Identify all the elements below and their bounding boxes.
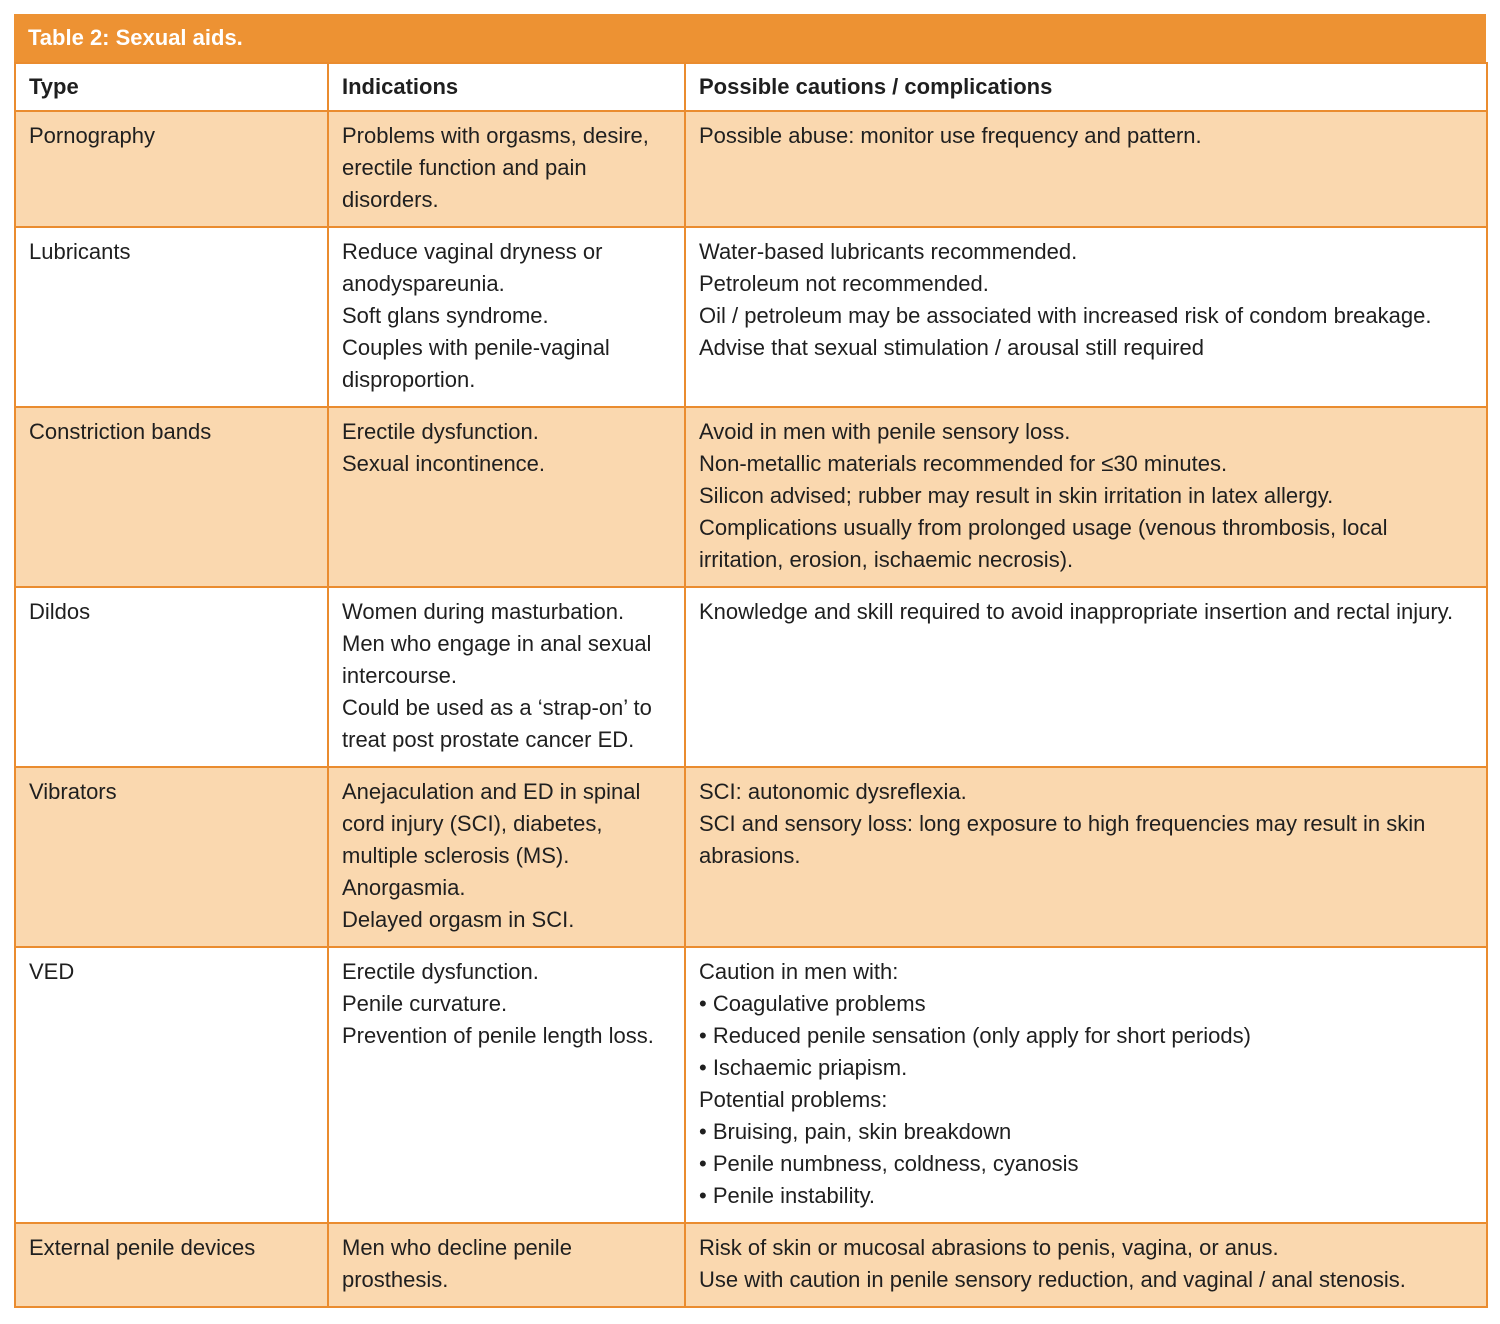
- cell-text: Could be used as a ‘strap-on’ to treat post prostate cancer ED.: [342, 695, 652, 752]
- cell-cautions: [685, 227, 1487, 407]
- cell-text: • Penile numbness, coldness, cyanosis: [699, 1151, 1079, 1176]
- cell-text: Complications usually from prolonged usage (venous thrombosis, local irritation, erosion, ischaemic necrosis).: [699, 515, 1388, 572]
- cell-text: • Reduced penile sensation (only apply for short periods): [699, 1023, 1251, 1048]
- cell-text: Prevention of penile length loss.: [342, 1023, 654, 1048]
- cell-cautions: [685, 1223, 1487, 1307]
- table-row: [15, 227, 1487, 407]
- cell-type: [15, 1223, 328, 1307]
- cell-text: • Penile instability.: [699, 1183, 876, 1208]
- cell-text: External penile devices: [29, 1235, 256, 1260]
- cell-text: Avoid in men with penile sensory loss.: [699, 419, 1071, 444]
- col-header-cautions: Possible cautions / complications: [685, 63, 1487, 111]
- cell-text: Advise that sexual stimulation / arousal still required: [699, 335, 1205, 360]
- cell-type: [15, 111, 328, 227]
- cell-text: • Bruising, pain, skin breakdown: [699, 1119, 1012, 1144]
- cell-text: Possible abuse: monitor use frequency and pattern.: [699, 123, 1202, 148]
- table-body: [15, 111, 1487, 1307]
- cell-text: Pornography: [29, 123, 155, 148]
- sexual-aids-table: [14, 14, 1486, 1308]
- cell-indications: [328, 111, 685, 227]
- cell-type: [15, 947, 328, 1223]
- cell-indications: [328, 1223, 685, 1307]
- cell-text: Sexual incontinence.: [342, 451, 546, 476]
- cell-text: Men who engage in anal sexual intercourse.: [342, 631, 652, 688]
- cell-indications: [328, 227, 685, 407]
- cell-text: Silicon advised; rubber may result in skin irritation in latex allergy.: [699, 483, 1334, 508]
- table-row: [15, 587, 1487, 767]
- cell-type: [15, 227, 328, 407]
- cell-indications: [328, 587, 685, 767]
- cell-text: Anorgasmia.: [342, 875, 466, 900]
- cell-text: Caution in men with:: [699, 959, 899, 984]
- cell-text: • Coagulative problems: [699, 991, 926, 1016]
- cell-text: Non-metallic materials recommended for ≤30 minutes.: [699, 451, 1228, 476]
- cell-text: Lubricants: [29, 239, 131, 264]
- cell-text: Couples with penile-vaginal disproportion.: [342, 335, 610, 392]
- cell-text: Women during masturbation.: [342, 599, 625, 624]
- cell-text: Potential problems:: [699, 1087, 888, 1112]
- cell-text: Anejaculation and ED in spinal cord injury (SCI), diabetes, multiple sclerosis (MS).: [342, 779, 641, 868]
- cell-cautions: [685, 587, 1487, 767]
- cell-text: Water-based lubricants recommended.: [699, 239, 1078, 264]
- cell-text: Knowledge and skill required to avoid inappropriate insertion and rectal injury.: [699, 599, 1454, 624]
- cell-text: Penile curvature.: [342, 991, 508, 1016]
- cell-text: Reduce vaginal dryness or anodyspareunia.: [342, 239, 603, 296]
- header-row: [15, 63, 1487, 111]
- table-row: [15, 1223, 1487, 1307]
- cell-text: SCI and sensory loss: long exposure to high frequencies may result in skin abrasions.: [699, 811, 1426, 868]
- cell-cautions: [685, 407, 1487, 587]
- col-header-type: Type: [15, 63, 328, 111]
- cell-type: [15, 587, 328, 767]
- cell-text: VED: [29, 959, 75, 984]
- cell-cautions: [685, 111, 1487, 227]
- cell-text: Soft glans syndrome.: [342, 303, 549, 328]
- cell-text: Dildos: [29, 599, 91, 624]
- cell-text: SCI: autonomic dysreflexia.: [699, 779, 967, 804]
- cell-text: Vibrators: [29, 779, 117, 804]
- table-row: [15, 407, 1487, 587]
- table-grid: [14, 62, 1488, 1308]
- cell-text: Risk of skin or mucosal abrasions to penis, vagina, or anus.: [699, 1235, 1279, 1260]
- cell-text: Petroleum not recommended.: [699, 271, 989, 296]
- cell-text: Men who decline penile prosthesis.: [342, 1235, 572, 1292]
- cell-indications: [328, 767, 685, 947]
- cell-type: [15, 767, 328, 947]
- cell-text: Constriction bands: [29, 419, 212, 444]
- table-title: Table 2: Sexual aids.: [14, 14, 1486, 62]
- cell-text: Oil / petroleum may be associated with increased risk of condom breakage.: [699, 303, 1432, 328]
- cell-text: Delayed orgasm in SCI.: [342, 907, 575, 932]
- col-header-indications: Indications: [328, 63, 685, 111]
- table-row: [15, 767, 1487, 947]
- cell-text: Use with caution in penile sensory reduction, and vaginal / anal stenosis.: [699, 1267, 1406, 1292]
- cell-indications: [328, 947, 685, 1223]
- cell-cautions: [685, 947, 1487, 1223]
- cell-type: [15, 407, 328, 587]
- cell-cautions: [685, 767, 1487, 947]
- cell-text: Erectile dysfunction.: [342, 419, 539, 444]
- cell-text: • Ischaemic priapism.: [699, 1055, 908, 1080]
- table-row: [15, 111, 1487, 227]
- cell-text: Problems with orgasms, desire, erectile function and pain disorders.: [342, 123, 649, 212]
- cell-text: Erectile dysfunction.: [342, 959, 539, 984]
- table-row: [15, 947, 1487, 1223]
- cell-indications: [328, 407, 685, 587]
